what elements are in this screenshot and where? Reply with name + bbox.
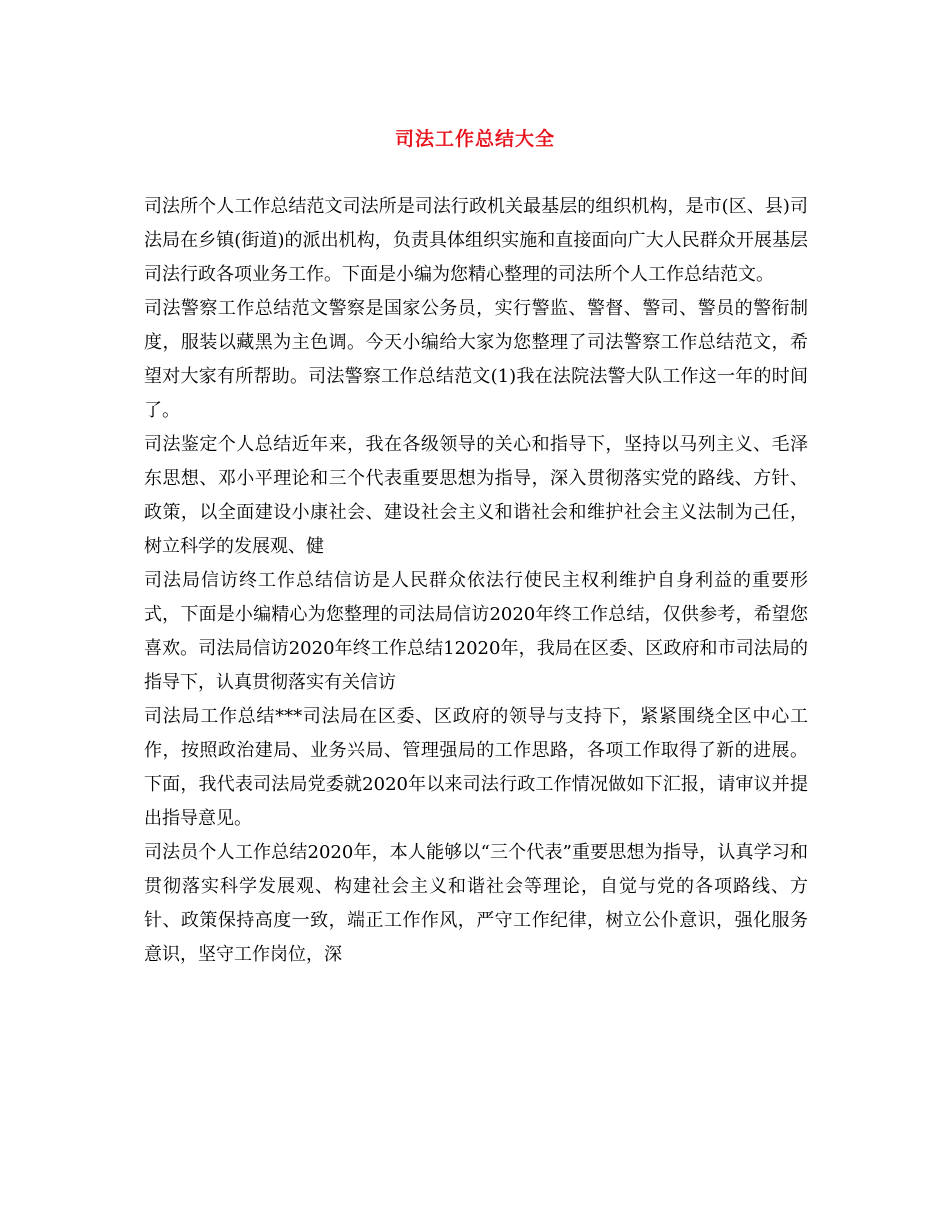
paragraph-petition-summary: 司法局信访终工作总结信访是人民群众依法行使民主权利维护自身利益的重要形式，下面是小编精心为您整理的司法局信访2020年终工作总结，仅供参考，希望您喜欢。司法局信访2020年终工作总结12020年，我局在区委、区政府和市司法局的指导下，认真贯彻落实有关信访 (144, 570, 808, 693)
paragraph-bureau-summary: 司法局工作总结***司法局在区委、区政府的领导与支持下，紧紧围绕全区中心工作，按照政治建局、业务兴局、管理强局的工作思路，各项工作取得了新的进展。下面，我代表司法局党委就2020年以来司法行政工作情况做如下汇报，请审议并提出指导意见。 (144, 706, 808, 829)
paragraph-staff-summary: 司法员个人工作总结2020年，本人能够以“三个代表”重要思想为指导，认真学习和贯彻落实科学发展观、构建社会主义和谐社会等理论，自觉与党的各项路线、方针、政策保持高度一致，端正工作作风，严守工作纪律，树立公仆意识，强化服务意识，坚守工作岗位，深 (144, 842, 808, 965)
paragraph-judicial-police-summary: 司法警察工作总结范文警察是国家公务员，实行警监、警督、警司、警员的警衔制度，服装以藏黑为主色调。今天小编给大家为您整理了司法警察工作总结范文，希望对大家有所帮助。司法警察工作总结范文(1)我在法院法警大队工作这一年的时间了。 (144, 298, 808, 421)
document-title: 司法工作总结大全 (394, 128, 555, 150)
paragraph-judicial-appraisal-summary: 司法鉴定个人总结近年来，我在各级领导的关心和指导下，坚持以马列主义、毛泽东思想、邓小平理论和三个代表重要思想为指导，深入贯彻落实党的路线、方针、政策，以全面建设小康社会、建设社会主义和谐社会和维护社会主义法制为己任，树立科学的发展观、健 (144, 434, 808, 557)
document-body (144, 190, 808, 972)
paragraph-sifasuo-summary: 司法所个人工作总结范文司法所是司法行政机关最基层的组织机构，是市(区、县)司法局在乡镇(街道)的派出机构，负责具体组织实施和直接面向广大人民群众开展基层司法行政各项业务工作。下面是小编为您精心整理的司法所个人工作总结范文。 (144, 196, 808, 285)
